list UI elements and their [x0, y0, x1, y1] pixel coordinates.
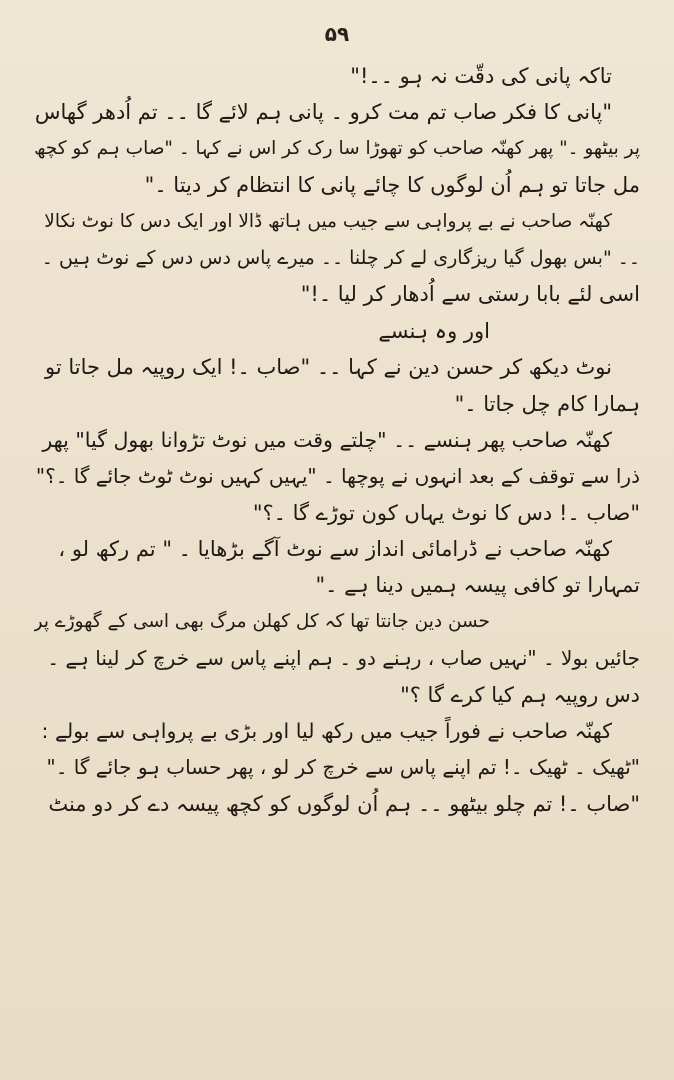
text-line: نوٹ دیکھ کر حسن دین نے کہا ۔۔ "صاب ۔! ایک روپیہ مل جاتا تو: [45, 355, 612, 380]
text-line: ہمارا کام چل جاتا ۔": [454, 391, 640, 416]
text-line: حسن دین جانتا تھا کہ کل کھلن مرگ بھی اسی کے گھوڑے پر: [34, 610, 490, 632]
text-line: ۔۔ "بس بھول گیا ریزگاری لے کر چلنا ۔۔ میرے پاس دس دس کے نوٹ ہیں ۔: [41, 246, 640, 269]
text-line: کھنّہ صاحب نے ڈرامائی انداز سے نوٹ آگے بڑھایا ۔ " تم رکھ لو ،: [58, 537, 612, 562]
text-line: "پانی کا فکر صاب تم مت کرو ۔ پانی ہم لائے گا ۔۔ تم اُدھر گھاس: [34, 100, 612, 125]
text-line: ذرا سے توقف کے بعد انہوں نے پوچھا ۔ "یہیں کہیں نوٹ ٹوٹ جائے گا ۔؟": [35, 464, 640, 489]
page-text: [34, 58, 640, 822]
text-line: کھنّہ صاحب پھر ہنسے ۔۔ "چلتے وقت میں نوٹ تڑوانا بھول گیا" پھر: [42, 427, 612, 452]
text-line: جائیں بولا ۔ "نہیں صاب ، رہنے دو ۔ ہم اپنے پاس سے خرچ کر لینا ہے ۔: [47, 646, 640, 671]
page-number: ۵۹: [324, 22, 350, 46]
text-line: "صاب ۔! دس کا نوٹ یہاں کون توڑے گا ۔؟": [252, 500, 640, 525]
text-line: اور وہ ہنسے: [378, 318, 490, 343]
text-line: دس روپیہ ہم کیا کرے گا ؟": [400, 682, 640, 707]
text-line: "ٹھیک ۔ ٹھیک ۔! تم اپنے پاس سے خرچ کر لو ، پھر حساب ہو جائے گا ۔": [46, 755, 640, 780]
text-line: کھنّہ صاحب نے بے پرواہی سے جیب میں ہاتھ ڈالا اور ایک دس کا نوٹ نکالا: [44, 210, 612, 232]
text-line: تمہارا تو کافی پیسہ ہمیں دینا ہے ۔": [315, 573, 640, 598]
text-line: مل جاتا تو ہم اُن لوگوں کا چائے پانی کا انتظام کر دیتا ۔": [144, 173, 640, 198]
text-line: پر بیٹھو ۔" پھر کھنّہ صاحب کو تھوڑا سا رک کر اس نے کہا ۔ "صاب ہم کو کچھ: [34, 137, 640, 159]
text-line: تاکہ پانی کی دقّت نہ ہو ۔۔!": [350, 64, 612, 88]
text-line: کھنّہ صاحب نے فوراً جیب میں رکھ لیا اور بڑی بے پرواہی سے بولے :: [41, 719, 612, 744]
text-line: اسی لئے بابا رستی سے اُدھار کر لیا ۔!": [300, 282, 640, 307]
text-line: "صاب ۔! تم چلو بیٹھو ۔۔ ہم اُن لوگوں کو کچھ پیسہ دے کر دو منٹ: [48, 791, 640, 816]
